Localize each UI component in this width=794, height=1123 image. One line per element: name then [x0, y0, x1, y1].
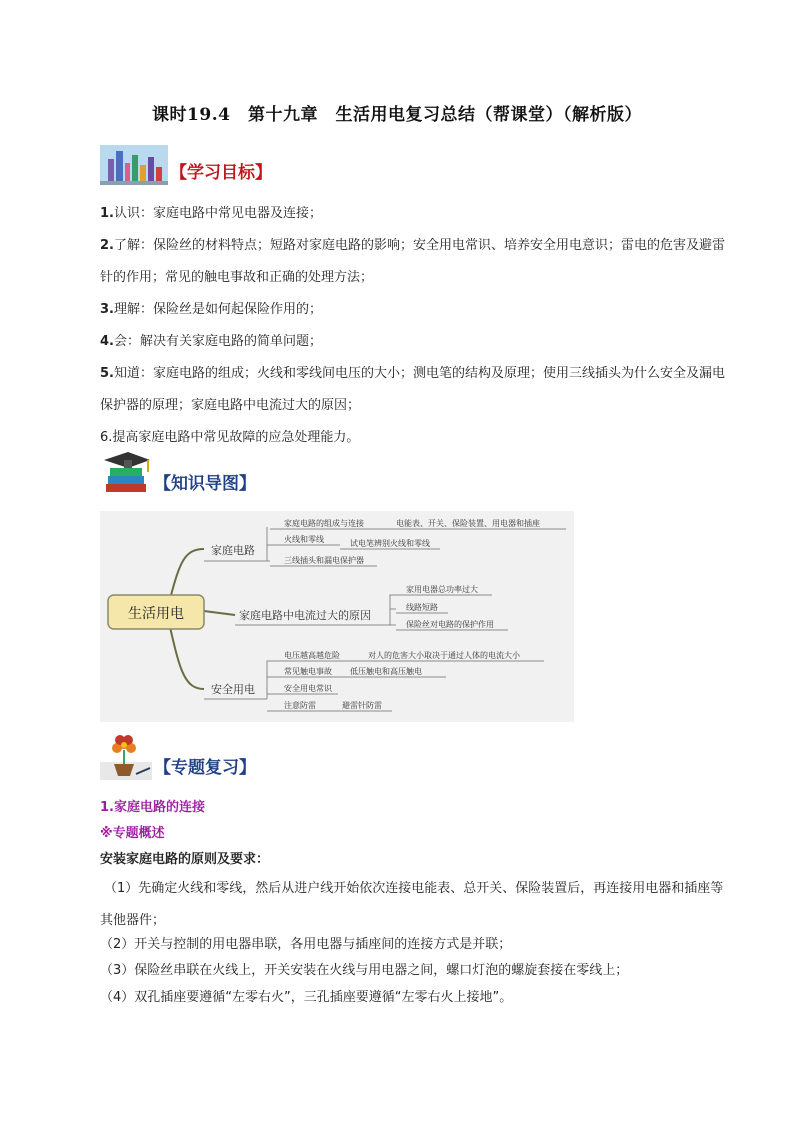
- goal-item-6: 6.提高家庭电路中常见故障的应急处理能力。: [100, 430, 360, 445]
- goal-item-2: 2.了解：保险丝的材料特点；短路对家庭电路的影响；安全用电常识、培养安全用电意识；雷电的危害及避雷针的作用；常见的触电事故和正确的处理方法；: [100, 238, 726, 285]
- b2-item3: 保险丝对电路的保护作用: [406, 620, 494, 629]
- review-principle: 安装家庭电路的原则及要求：: [100, 852, 270, 867]
- b3-sub1: 对人的危害大小取决于通过人体的电流大小: [368, 651, 520, 660]
- b1-sub2: 试电笔辨别火线和零线: [350, 539, 430, 548]
- goals-label: 【学习目标】: [170, 163, 272, 183]
- goal-item-3: 3.理解：保险丝是如何起保险作用的；: [100, 302, 323, 317]
- review-item-3: （3）保险丝串联在火线上，开关安装在火线与用电器之间，螺口灯泡的螺旋套接在零线上；: [100, 963, 629, 978]
- knowledge-mindmap: [100, 511, 574, 722]
- b3-item2: 常见触电事故: [284, 667, 332, 676]
- map-label: 【知识导图】: [154, 474, 256, 494]
- section-goals-header: [100, 145, 272, 185]
- review-item-4: （4）双孔插座要遵循“左零右火”，三孔插座要遵循“左零右火上接地”。: [100, 990, 513, 1005]
- b3-item4: 注意防雷: [284, 701, 316, 710]
- goal-item-1: 1.认识：家庭电路中常见电器及连接；: [100, 206, 323, 221]
- page-title: 课时19.4 第十九章 生活用电复习总结（帮课堂）（解析版）: [152, 105, 642, 125]
- branch-overcurrent-bracket: [390, 595, 396, 625]
- review-overview: ※专题概述: [100, 826, 165, 841]
- review-item-1: （1）先确定火线和零线，然后从进户线开始依次连接电能表、总开关、保险装置后，再连接用电器和插座等其他器件；: [100, 881, 724, 928]
- branch-home-circuit: 家庭电路: [211, 544, 255, 557]
- section-map-header: [100, 450, 256, 496]
- b3-sub2: 低压触电和高压触电: [350, 667, 422, 676]
- branch-safety-bracket: [267, 661, 272, 711]
- mindmap-root: 生活用电: [128, 606, 184, 622]
- goal-item-4: 4.会：解决有关家庭电路的简单问题；: [100, 334, 323, 349]
- branch-overcurrent: 家庭电路中电流过大的原因: [239, 609, 371, 622]
- b3-item1: 电压越高越危险: [284, 651, 340, 660]
- branch-home-bracket: [267, 527, 270, 561]
- b1-item3: 三线插头和漏电保护器: [284, 556, 364, 565]
- review-item-2: （2）开关与控制的用电器串联，各用电器与插座间的连接方式是并联；: [100, 937, 512, 952]
- city-buildings-icon: [100, 145, 168, 185]
- flower-pot-icon: [100, 732, 152, 780]
- branch-safety: 安全用电: [211, 683, 255, 696]
- review-heading: 1.家庭电路的连接: [100, 800, 205, 815]
- b3-item3: 安全用电常识: [284, 684, 332, 693]
- b2-item1: 家用电器总功率过大: [406, 585, 478, 594]
- b3-sub3: 避雷针防雷: [342, 701, 382, 710]
- b2-item2: 线路短路: [406, 603, 438, 612]
- section-review-header: [100, 732, 256, 780]
- b1-item2: 火线和零线: [284, 535, 324, 544]
- b1-sub1: 电能表、开关、保险装置、用电器和插座: [396, 519, 540, 528]
- goal-item-5: 5.知道：家庭电路的组成；火线和零线间电压的大小；测电笔的结构及原理；使用三线插头为什么安全及漏电保护器的原理；家庭电路中电流过大的原因；: [100, 366, 726, 413]
- books-graduation-icon: [100, 450, 152, 496]
- b1-item1: 家庭电路的组成与连接: [284, 519, 364, 528]
- review-label: 【专题复习】: [154, 758, 256, 778]
